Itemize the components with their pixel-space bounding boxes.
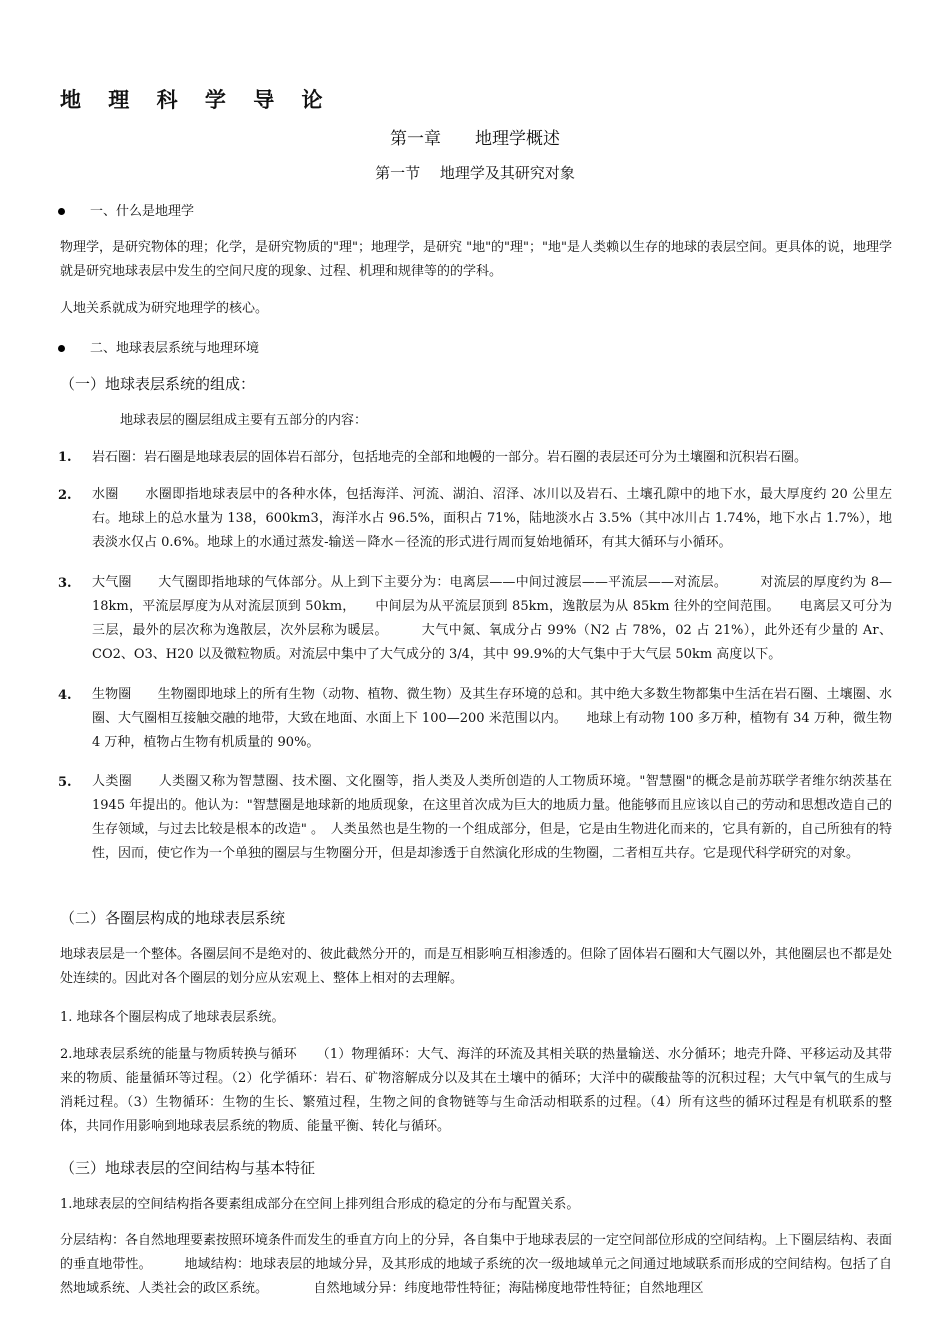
- list-item: 人类圈 人类圈又称为智慧圈、技术圈、文化圈等，指人类及人类所创造的人工物质环境。"智慧圈"的概念是前苏联学者维尔纳茨基在 1945 年提出的。他认为："智慧圈是地球新的地质现象，在这里首次成为巨大的地质力量。他能够而且应该以自己的劳动和思想改造自己的生存领域，与过去比较是根本的改造" 。 人类虽然也是生物的一个组成部分，但是，它是由生物进化而来的，它具有新的，自己所独有的特性，因而，使它作为一个单独的圈层与生物圈分开，但是却渗透于自然演化形成的生物圈，二者相互共存。它是现代科学研究的对象。: [92, 774, 892, 861]
- subheading: （二）各圈层构成的地球表层系统: [60, 909, 286, 927]
- chapter-heading: 第一章 地理学概述: [390, 129, 560, 149]
- list-item: 大气圈 大气圈即指地球的气体部分。从上到下主要分为：电离层——中间过渡层——平流层——对流层。 对流层的厚度约为 8—18km，平流层厚度为从对流层顶到 50km， 中间层为从平流层顶到 85km，逸散层为从 85km 往外的空间范围。 电离层又可分为三层，最外的层次称为逸散层，次外层称为暖层。 大气中氮、氧成分占 99%（N2 占 78%，02 占 21%），此外还有少量的 Ar、CO2、O3、H20 以及微粒物质。对流层中集中了大气成分的 3/4，其中 99.9%的大气集中于大气层 50km 高度以下。: [92, 575, 892, 662]
- document-title: 地 理 科 学 导 论: [60, 88, 333, 112]
- list-number: 4.: [58, 688, 72, 703]
- paragraph: 人地关系就成为研究地理学的核心。: [60, 301, 269, 316]
- list-number: 1.: [58, 450, 72, 465]
- paragraph: 2.地球表层系统的能量与物质转换与循环 （1）物理循环：大气、海洋的环流及其相关联的热量输送、水分循环；地壳升降、平移运动及其带来的物质、能量循环等过程。（2）化学循环：岩石、矿物溶解成分以及其在土壤中的循环；大洋中的碳酸盐等的沉积过程；大气中氧气的生成与消耗过程。（3）生物循环：生物的生长、繁殖过程，生物之间的食物链等与生命活动相联系的过程。（4）所有这些的循环过程是有机联系的整体，共同作用影响到地球表层系统的物质、能量平衡、转化与循环。: [60, 1047, 892, 1134]
- bullet-dot-icon: [58, 345, 65, 352]
- list-item: 岩石圈：岩石圈是地球表层的固体岩石部分，包括地壳的全部和地幔的一部分。岩石圈的表层还可分为土壤圈和沉积岩石圈。: [92, 450, 808, 465]
- paragraph: 地球表层是一个整体。各圈层间不是绝对的、彼此截然分开的，而是互相影响互相渗透的。但除了固体岩石圈和大气圈以外，其他圈层也不都是处处连续的。因此对各个圈层的划分应从宏观上、整体上相对的去理解。: [60, 947, 893, 986]
- paragraph: 分层结构：各自然地理要素按照环境条件而发生的垂直方向上的分异，各自集中于地球表层的一定空间部位形成的空间结构。上下圈层结构、表面的垂直地带性。 地域结构：地球表层的地域分异，及其形成的地域子系统的次一级地域单元之间通过地域联系而形成的空间结构。包括了自然地域系统、人类社会的政区系统。 自然地域分异：纬度地带性特征；海陆梯度地带性特征；自然地理区: [60, 1233, 892, 1296]
- list-item: 生物圈 生物圈即地球上的所有生物（动物、植物、微生物）及其生存环境的总和。其中绝大多数生物都集中生活在岩石圈、土壤圈、水圈、大气圈相互接触交融的地带，大致在地面、水面上下 100—200 米范围以内。 地球上有动物 100 多万种，植物有 34 万种，微生物 4 万种，植物占生物有机质量的 90%。: [92, 687, 892, 750]
- list-number: 5.: [58, 775, 72, 790]
- paragraph: 物理学，是研究物体的理；化学，是研究物质的"理"；地理学，是研究 "地"的"理"；"地"是人类赖以生存的地球的表层空间。更具体的说，地理学就是研究地球表层中发生的空间尺度的现象、过程、机理和规律等的的学科。: [60, 240, 892, 279]
- list-number: 2.: [58, 488, 72, 503]
- subheading: （一）地球表层系统的组成：: [60, 375, 256, 393]
- bullet-heading-1: 一、什么是地理学: [58, 200, 194, 219]
- paragraph: 1. 地球各个圈层构成了地球表层系统。: [60, 1010, 285, 1025]
- section-heading: 第一节 地理学及其研究对象: [375, 164, 575, 182]
- paragraph: 1.地球表层的空间结构指各要素组成部分在空间上排列组合形成的稳定的分布与配置关系。: [60, 1197, 580, 1212]
- list-item: 水圈 水圈即指地球表层中的各种水体，包括海洋、河流、湖泊、沼泽、冰川以及岩石、土壤孔隙中的地下水，最大厚度约 20 公里左右。地球上的总水量为 138，600km3，海洋水占 96.5%，面积占 71%，陆地淡水占 3.5%（其中冰川占 1.74%，地下水占 1.7%），地表淡水仅占 0.6%。地球上的水通过蒸发-输送－降水－径流的形式进行周而复始地循环，有其大循环与小循环。: [92, 487, 892, 550]
- list-number: 3.: [58, 576, 72, 591]
- bullet-heading-2: 二、地球表层系统与地理环境: [58, 337, 259, 356]
- paragraph: 地球表层的圈层组成主要有五部分的内容：: [120, 413, 368, 428]
- bullet-dot-icon: [58, 208, 65, 215]
- subheading: （三）地球表层的空间结构与基本特征: [60, 1159, 316, 1177]
